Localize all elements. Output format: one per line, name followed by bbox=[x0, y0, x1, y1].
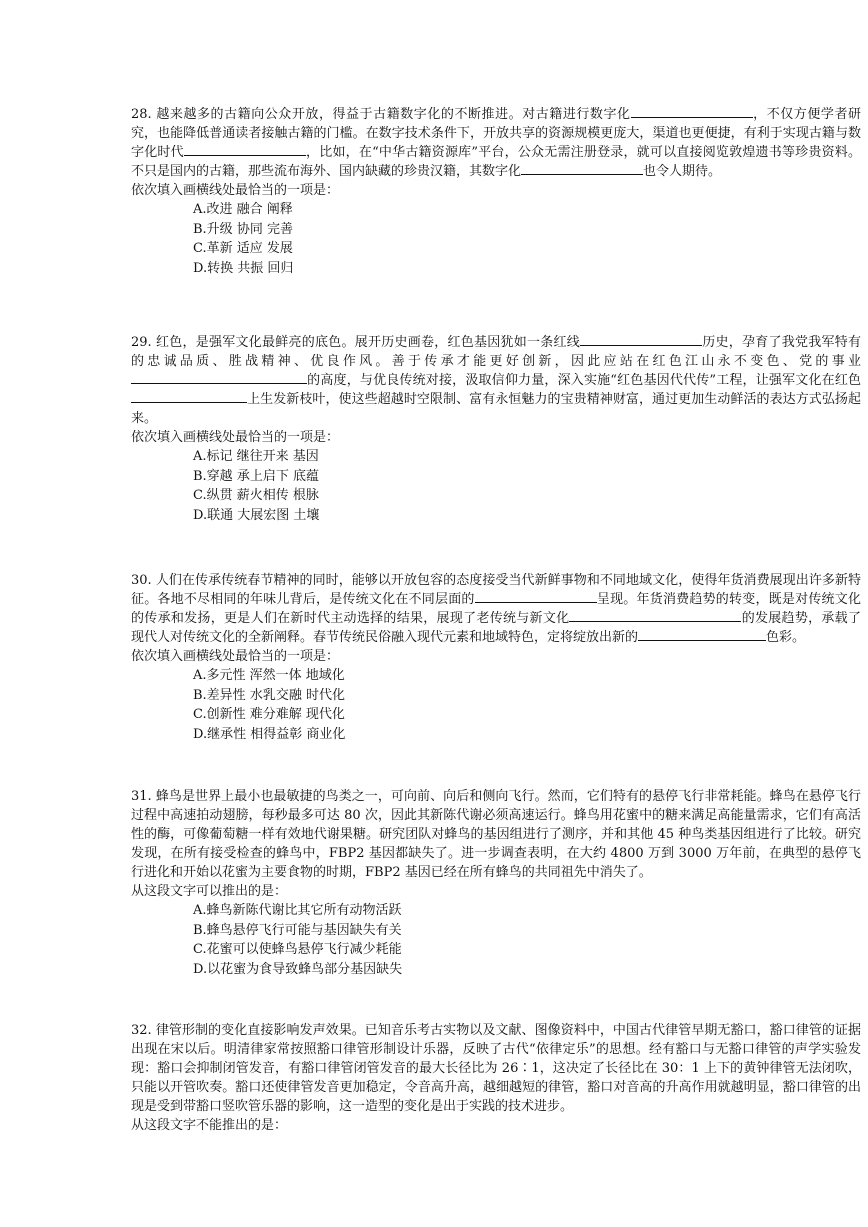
question-28 bbox=[131, 105, 861, 278]
option-list bbox=[193, 200, 861, 278]
stem-text: 色彩。 bbox=[766, 630, 806, 645]
stem-text: 30. 人们在传承传统春节精神的同时，能够以开放包容的态度接受当代新鲜事物和不同地域文化，使得年货消费展现出许多新特征。各地不尽相同的年味儿背后，是传统文化在不同层面的 bbox=[131, 573, 861, 607]
stem-text: ，不仅方便学者研究，也能降低普通读者接触古籍的门槛。在数字技术条件下，开放共享的资源规模更庞大，渠道也更便捷，有利于实现古籍与数字化时代 bbox=[131, 107, 861, 160]
option-c[interactable]: C.花蜜可以使蜂鸟悬停飞行减少耗能 bbox=[193, 942, 402, 957]
fill-blank bbox=[475, 590, 597, 603]
option-b[interactable]: B.升级 协同 完善 bbox=[193, 221, 293, 237]
stem-text: 31. 蜂鸟是世界上最小也最敏捷的鸟类之一，可向前、向后和侧向飞行。然而，它们特有的悬停飞行非常耗能。蜂鸟在悬停飞行过程中高速拍动翅膀，每秒最多可达 80 次，因此其新陈代谢必须高速运行。蜂鸟用花蜜中的糖来满足高能量需求，它们有高活性的酶，可像葡萄糖一样有效地代谢果糖。研究团队对蜂鸟的基因组进行了测序，并和其他 45 种鸟类基因组进行了比较。研究发现，在所有接受检查的蜂鸟中，FBP2 基因都缺失了。进一步调查表明，在大约 4800 万到 3000 万年前，在典型的悬停飞行进化和开始以花蜜为主要食物的时期，FBP2 基因已经在所有蜂鸟的共同祖先中消失了。 bbox=[131, 789, 861, 880]
option-a[interactable]: A.标记 继往开来 基因 bbox=[193, 449, 319, 464]
option-list bbox=[193, 666, 861, 744]
question-stem bbox=[131, 333, 861, 428]
question-30 bbox=[131, 571, 861, 744]
stem-text: 上生发新枝叶，使这些超越时空限制、富有永恒魅力的宝贵精神财富，通过更加生动鲜活的表达方式弘扬起来。 bbox=[131, 392, 861, 426]
question-prompt: 依次填入画横线处最恰当的一项是： bbox=[131, 649, 340, 664]
option-b[interactable]: B.穿越 承上启下 底蕴 bbox=[193, 468, 319, 484]
question-32 bbox=[131, 1021, 861, 1135]
question-stem bbox=[131, 105, 861, 181]
option-d[interactable]: D.转换 共振 回归 bbox=[193, 260, 294, 276]
question-stem bbox=[131, 571, 861, 647]
option-c[interactable]: C.纵贯 薪火相传 根脉 bbox=[193, 488, 319, 503]
fill-blank bbox=[184, 143, 306, 156]
option-a[interactable]: A.蜂鸟新陈代谢比其它所有动物活跃 bbox=[193, 903, 402, 918]
stem-text: ，比如，在“中华古籍资源库”平台，公众无需注册登录，就可以直接阅览敦煌遗书等珍贵资料。不只是国内的古籍，那些流布海外、国内缺藏的珍贵汉籍，其数字化 bbox=[131, 145, 861, 179]
option-c[interactable]: C.革新 适应 发展 bbox=[193, 241, 293, 256]
fill-blank bbox=[631, 105, 753, 118]
question-31 bbox=[131, 787, 861, 979]
option-a[interactable]: A.改进 融合 阐释 bbox=[193, 202, 293, 217]
question-prompt: 从这段文字不能推出的是： bbox=[131, 1118, 288, 1133]
stem-text: 历史，孕育了我党我军特有的忠诚品质、胜战精神、优良作风。善于传承才能更好创新，因此应站在红色江山永不变色、党的事业 bbox=[131, 335, 861, 369]
question-29 bbox=[131, 333, 861, 525]
fill-blank bbox=[131, 390, 247, 403]
fill-blank bbox=[521, 162, 643, 175]
question-stem bbox=[131, 787, 861, 882]
stem-text: 的发展趋势，承载了现代人对传统文化的全新阐释。春节传统民俗融入现代元素和地域特色，定将绽放出新的 bbox=[131, 611, 861, 645]
fill-blank bbox=[131, 371, 307, 384]
option-list bbox=[193, 901, 861, 979]
option-list bbox=[193, 447, 861, 525]
stem-text: 29. 红色，是强军文化最鲜亮的底色。展开历史画卷，红色基因犹如一条红线 bbox=[131, 335, 580, 350]
fill-blank bbox=[569, 609, 741, 622]
exam-page bbox=[131, 105, 861, 1135]
stem-text: 呈现。年货消费趋势的转变，既是对传统文化的传承和发扬，更是人们在新时代主动选择的结果，展现了老传统与新文化 bbox=[131, 592, 861, 626]
option-c[interactable]: C.创新性 难分难解 现代化 bbox=[193, 707, 345, 722]
option-b[interactable]: B.差异性 水乳交融 时代化 bbox=[193, 687, 345, 703]
option-a[interactable]: A.多元性 浑然一体 地域化 bbox=[193, 668, 345, 683]
stem-text: 32. 律管形制的变化直接影响发声效果。已知音乐考古实物以及文献、图像资料中，中国古代律管早期无豁口，豁口律管的证据出现在宋以后。明清律家常按照豁口律管形制设计乐器，反映了古代“依律定乐”的思想。经有豁口与无豁口律管的声学实验发现：豁口会抑制闭管发音，有豁口律管闭管发音的最大长径比为 26∶1，这决定了长径比在 30：1 上下的黄钟律管无法闭吹，只能以开管吹奏。豁口还使律管发音更加稳定，令音高升高，越细越短的律管，豁口对音高的升高作用就越明显，豁口律管的出现是受到带豁口竖吹管乐器的影响，这一造型的变化是出于实践的技术进步。 bbox=[131, 1023, 861, 1114]
question-prompt: 依次填入画横线处最恰当的一项是： bbox=[131, 430, 340, 445]
question-prompt: 从这段文字可以推出的是： bbox=[131, 884, 288, 899]
option-b[interactable]: B.蜂鸟悬停飞行可能与基因缺失有关 bbox=[193, 922, 402, 938]
fill-blank bbox=[638, 628, 766, 641]
option-d[interactable]: D.以花蜜为食导致蜂鸟部分基因缺失 bbox=[193, 961, 403, 977]
question-prompt: 依次填入画横线处最恰当的一项是： bbox=[131, 183, 340, 198]
option-d[interactable]: D.继承性 相得益彰 商业化 bbox=[193, 726, 346, 742]
question-stem bbox=[131, 1021, 861, 1116]
stem-text: 28. 越来越多的古籍向公众开放，得益于古籍数字化的不断推进。对古籍进行数字化 bbox=[131, 107, 631, 122]
stem-text: 的高度，与优良传统对接，汲取信仰力量，深入实施“红色基因代代传”工程，让强军文化在红色 bbox=[307, 373, 861, 388]
fill-blank bbox=[580, 333, 702, 346]
option-d[interactable]: D.联通 大展宏图 土壤 bbox=[193, 507, 320, 523]
stem-text: 也令人期待。 bbox=[643, 164, 722, 179]
